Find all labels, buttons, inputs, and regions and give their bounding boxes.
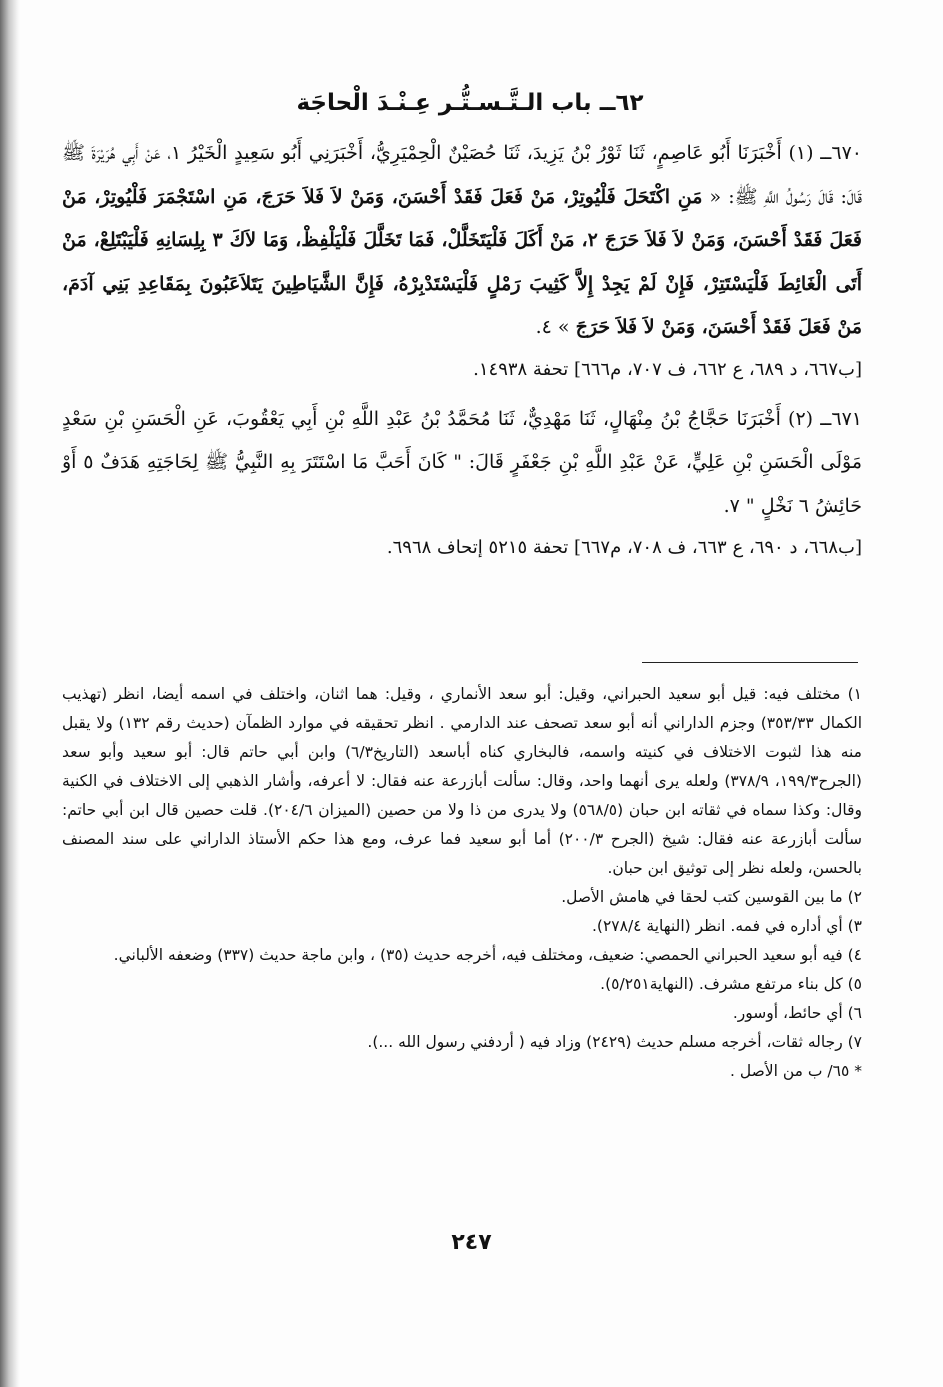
hadith-671-references: [ب٦٦٨، د ٦٩٠، ع ٦٦٣، ف ٧٠٨، م٦٦٧] تحفة ٥٢١٥ إتحاف ٦٩٦٨. [386, 537, 862, 558]
hadith-670-isnad: ٦٧٠ــ (١) أَخْبَرَنَا أَبُو عَاصِمٍ، ثَنَا ثَوْرُ بْنُ يَزِيدَ، ثَنَا حُصَيْنٌ الْحِمْيَرِيُّ، أَخْبَرَنِي أَبُو سَعِيدٍ الْخَيْرُ ١، عَنْ أَبِي هُرَيْرَةَ ﷺ قَالَ: قَالَ رَسُولُ اللَّهِ ﷺ: « [62, 142, 862, 208]
hadith-670-matn: مَنِ اكْتَحَلَ فَلْيُوتِرْ، مَنْ فَعَلَ فَقَدْ أَحْسَنَ، وَمَنْ لاَ فَلاَ حَرَجَ، مَنِ اسْتَجْمَرَ فَلْيُوتِرْ، مَنْ فَعَلَ فَقَدْ أَحْسَنَ، وَمَنْ لاَ فَلاَ حَرَجَ ٢، مَنْ أَكَلَ فَلْيَتَخَلَّلْ، فَمَا تَخَلَّلَ فَلْيَلْفِظْ، وَمَا لاَكَ ٣ بِلِسَانِهِ فَلْيَبْتَلِعْ، مَنْ أَتَى الْغَائِطَ فَلْيَسْتَتِرْ، فَإِنْ لَمْ يَجِدْ إِلاَّ كَثِيبَ رَمْلٍ فَلْيَسْتَدْبِرْهُ، فَإِنَّ الشَّيَاطِينَ يَتَلاَعَبُونَ بِمَقَاعِدِ بَنِي آدَمَ، مَنْ فَعَلَ فَقَدْ أَحْسَنَ، وَمَنْ لاَ فَلاَ حَرَجَ [62, 185, 862, 338]
footnote-7: ٧) رجاله ثقات، أخرجه مسلم حديث (٢٤٢٩) وزاد فيه ( أردفني رسول الله ...). [367, 1033, 862, 1051]
main-text [62, 132, 862, 576]
hadith-670 [62, 132, 862, 350]
page-number: ٢٤٧ [451, 1230, 492, 1255]
hadith-671: ٦٧١ــ (٢) أَخْبَرَنَا حَجَّاجُ بْنُ مِنْهَالٍ، ثَنَا مَهْدِيٌّ، ثَنَا مُحَمَّدُ بْنُ عَبْدِ اللَّهِ بْنِ أَبِي يَعْقُوبَ، عَنِ الْحَسَنِ بْنِ سَعْدٍ مَوْلَى الْحَسَنِ بْنِ عَلِيٍّ، عَنْ عَبْدِ اللَّهِ بْنِ جَعْفَرٍ قَالَ: " كَانَ أَحَبَّ مَا اسْتَتَرَ بِهِ النَّبِيُّ ﷺ لِحَاجَتِهِ هَدَفٌ ٥ أَوْ حَائِشُ ٦ نَخْلٍ " ٧. [62, 407, 863, 517]
hadith-670-references: [ب٦٦٧، د ٦٨٩، ع ٦٦٢، ف ٧٠٧، م٦٦٦] تحفة ١٤٩٣٨. [473, 358, 862, 380]
footnote-6: ٦) أي حائط، أوسور. [732, 1004, 862, 1022]
footnote-3: ٣) أي أداره في فمه. انظر (النهاية ٢٧٨/٤). [591, 917, 862, 935]
footnote-4: ٤) فيه أبو سعيد الحبراني الحمصي: ضعيف، ومختلف فيه، أخرجه حديث (٣٥) ، وابن ماجة حديث (٣٣٧) وضعفه الألباني. [113, 946, 862, 964]
chapter-title: ٦٢ــ باب الـتَّـسـتُّـر عِـنْـدَ الْحاجَة [296, 90, 644, 116]
footnote-5: ٥) كل بناء مرتفع مشرف. (النهاية٥/٢٥١). [600, 975, 862, 993]
footnote-separator [642, 662, 858, 663]
page-edge-shadow [0, 0, 20, 1387]
footnote-2: ٢) ما بين القوسين كتب لحقا في هامش الأصل. [561, 888, 862, 906]
footnote-manuscript-marker: * ٦٥/ ب من الأصل . [730, 1062, 862, 1080]
footnote-1: ١) مختلف فيه: قيل أبو سعيد الحبراني، وقيل: أبو سعد الأنماري ، وقيل: هما اثنان، واختلف في اسمه أيضا، انظر (تهذيب الكمال ٣٥٣/٣٣) وجزم الداراني أنه أبو سعد تصحف عند الدارمي . انظر تحقيقه في موارد الظمآن (حديث رقم ١٣٢) ولا يقبل منه هذا لثبوت الاختلاف في كنيته واسمه، فالبخاري كناه أباسعد (التاريخ٦/٣) وابن أبي حاتم قال: أبو سعيد وأبو سعد (الجرح١٩٩/٣، ٣٧٨/٩) ولعله يرى أنهما واحد، وقال: سألت أبازرعة عنه فقال: لا أعرفه، وأشار الذهبي إلى الاختلاف في الكنية وقال: وكذا سماه في ثقاته ابن حبان (٥٦٨/٥) ولا يدرى من ذا ولا من حصين (الميزان ٢٠٤/٦). قلت حصين قال ابن أبي حاتم: سألت أبازرعة عنه فقال: شيخ (الجرح ٢٠٠/٣) أما أبو سعيد فما عرف، ومع هذا حكم الأستاذ الداراني على سند المصنف بالحسن، ولعله نظر إلى توثيق ابن حبان. [62, 685, 863, 877]
hadith-670-closing: » ٤. [535, 316, 570, 338]
footnotes [62, 680, 862, 1086]
